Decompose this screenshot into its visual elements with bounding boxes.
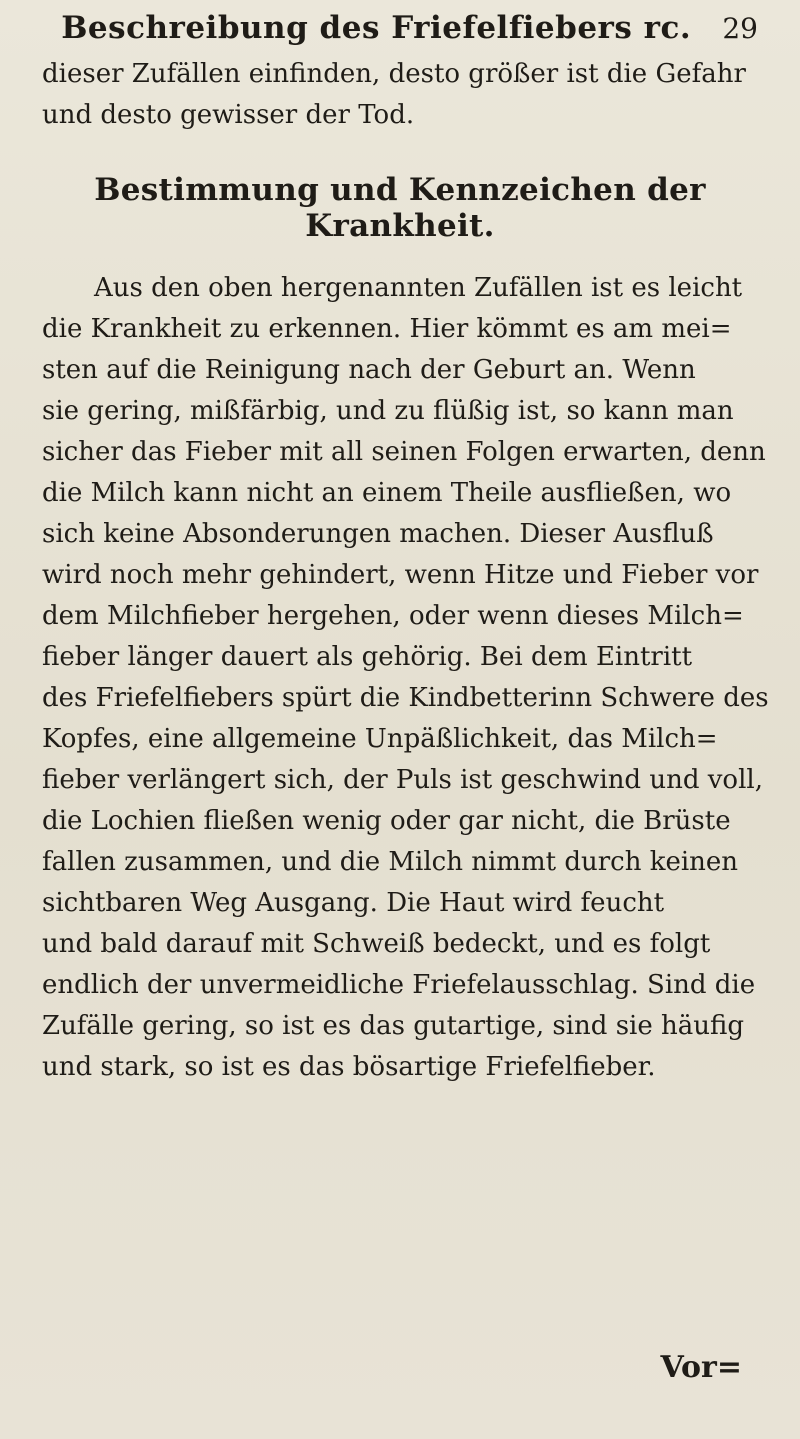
text-line: sten auf die Reinigung nach der Geburt an. Wenn — [42, 355, 696, 385]
text-line: sichtbaren Weg Ausgang. Die Haut wird feucht — [42, 888, 665, 918]
text-line: Aus den oben hergenannten Zufällen ist es leicht — [94, 273, 743, 303]
intro-text — [42, 54, 758, 136]
text-line: fallen zusammen, und die Milch nimmt durch keinen — [42, 847, 739, 877]
catchword: Vor= — [660, 1350, 742, 1385]
text-line: die Milch kann nicht an einem Theile ausfließen, wo — [42, 478, 732, 508]
running-head — [42, 10, 758, 54]
main-paragraph — [42, 268, 769, 1088]
text-line: endlich der unvermeidliche Friefelausschlag. Sind die — [42, 970, 756, 1000]
text-line: sie gering, mißfärbig, und zu flüßig ist, so kann man — [42, 396, 734, 426]
text-line: die Lochien fließen wenig oder gar nicht, die Brüste — [42, 806, 731, 836]
text-line: sich keine Absonderungen machen. Dieser Ausfluß — [42, 519, 714, 549]
section-heading: Bestimmung und Kennzeichen der Krankheit. — [94, 172, 706, 244]
running-title: Beschreibung des Friefelfiebers rc. — [61, 10, 692, 46]
text-line: und bald darauf mit Schweiß bedeckt, und es folgt — [42, 929, 711, 959]
text-line: sicher das Fieber mit all seinen Folgen erwarten, denn — [42, 437, 766, 467]
text-line: und desto gewisser der Tod. — [42, 100, 415, 130]
text-line: fieber länger dauert als gehörig. Bei dem Eintritt — [42, 642, 693, 672]
text-line: Kopfes, eine allgemeine Unpäßlichkeit, das Milch= — [42, 724, 718, 754]
text-line: wird noch mehr gehindert, wenn Hitze und Fieber vor — [42, 560, 759, 590]
text-line: des Friefelfiebers spürt die Kindbetterinn Schwere des — [42, 683, 769, 713]
text-line: dieser Zufällen einfinden, desto größer ist die Gefahr — [42, 59, 746, 89]
text-line: die Krankheit zu erkennen. Hier kömmt es am mei= — [42, 314, 732, 344]
text-line: fieber verlängert sich, der Puls ist geschwind und voll, — [42, 765, 763, 795]
text-line: und stark, so ist es das bösartige Friefelfieber. — [42, 1052, 656, 1082]
text-line: dem Milchfieber hergehen, oder wenn dieses Milch= — [42, 601, 744, 631]
text-line: Zufälle gering, so ist es das gutartige, sind sie häufig — [42, 1011, 744, 1041]
page-number: 29 — [722, 12, 758, 45]
